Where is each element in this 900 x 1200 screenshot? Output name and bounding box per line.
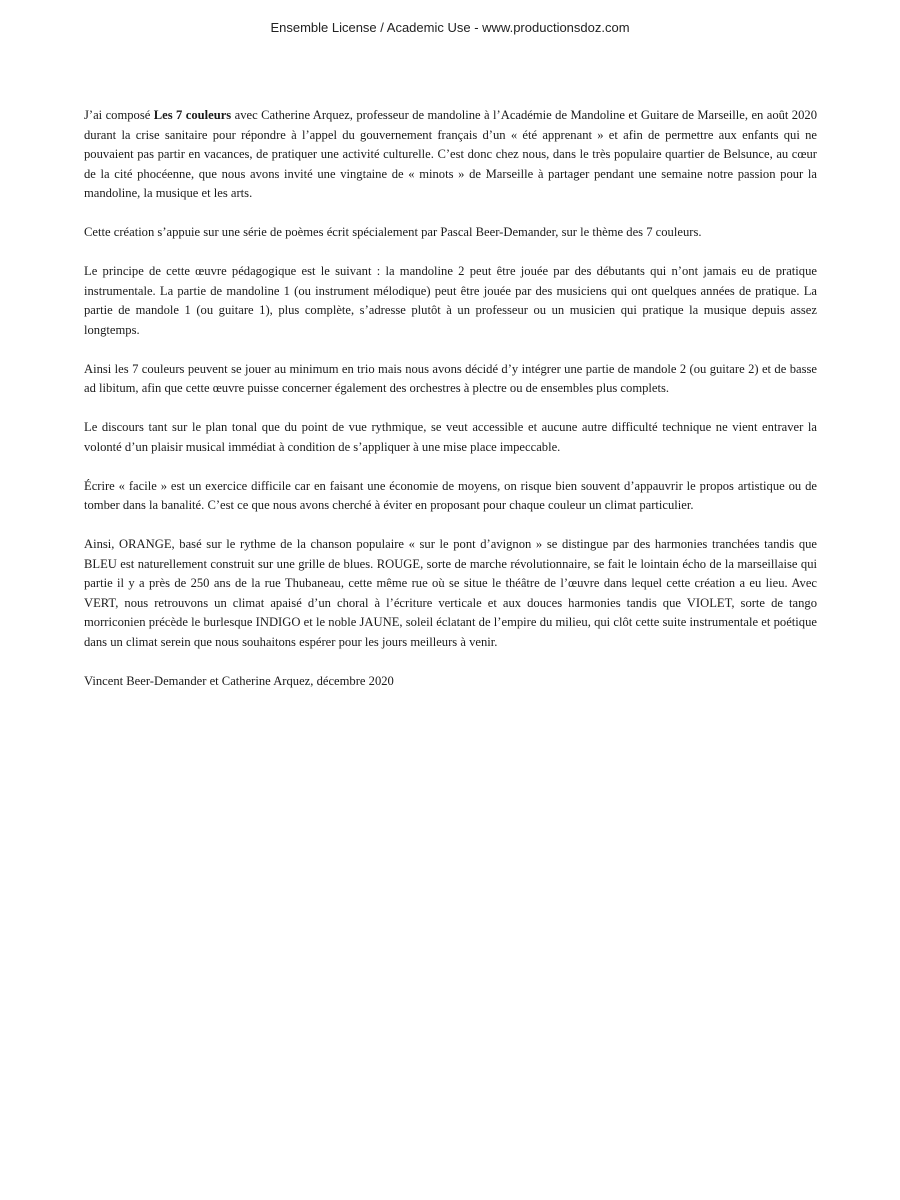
intro-text-after: avec Catherine Arquez, professeur de mandoline à l’Académie de Mandoline et Guitare de Marseille, en août 2020 durant la crise sanitaire pour répondre à l’appel du gouvernement français d’un « été apprenant » et afin de permettre aux enfants qui ne pouvaient pas partir en vacances, de pratiquer une activité culturelle. C’est donc chez nous, dans le très populaire quartier de Belsunce, au cœur de la cité phocéenne, que nous avons invité une vingtaine de « minots » de Marseille à partager pendant une semaine notre passion pour la mandoline, la musique et les arts.	[84, 108, 817, 200]
paragraph-poems: Cette création s’appuie sur une série de poèmes écrit spécialement par Pascal Beer-Demander, sur le thème des 7 couleurs.	[84, 225, 702, 239]
paragraph-intro	[84, 106, 817, 204]
paragraph-discourse: Le discours tant sur le plan tonal que du point de vue rythmique, se veut accessible et aucune autre difficulté technique ne vient entraver la volonté d’un plaisir musical immédiat à condition de s’appliquer à une mise place impeccable.	[84, 420, 817, 454]
work-title: Les 7 couleurs	[153, 108, 232, 122]
paragraph-instrumentation: Ainsi les 7 couleurs peuvent se jouer au minimum en trio mais nous avons décidé d’y intégrer une partie de mandole 2 (ou guitare 2) et de basse ad libitum, afin que cette œuvre puisse concerner également des orchestres à plectre ou de ensembles plus complets.	[84, 361, 817, 395]
paragraph-colors: Ainsi, ORANGE, basé sur le rythme de la chanson populaire « sur le pont d’avignon » se distingue par des harmonies tranchées tandis que BLEU est naturellement construit sur une grille de blues. ROUGE, sorte de marche révolutionnaire, se fait le lointain écho de la marseillaise qui partie il y a près de 250 ans de la rue Thubaneau, cette même rue où se situe le théâtre de l’œuvre dans lequel cette création a eu lieu. Avec VERT, nous retrouvons un climat apaisé d’un choral à l’écriture verticale et aux douces harmonies tandis que VIOLET, sorte de tango morriconien précède le burlesque INDIGO et le noble JAUNE, soleil éclatant de l’empire du milieu, qui clôt cette suite instrumentale et poétique dans un climat serein que nous souhaitons espérer pour les jours meilleurs à venir.	[84, 537, 817, 649]
paragraph-principle: Le principe de cette œuvre pédagogique est le suivant : la mandoline 2 peut être jouée par des débutants qui n’ont jamais eu de pratique instrumentale. La partie de mandoline 1 (ou instrument mélodique) peut être jouée par des musiciens qui ont quelques années de pratique. La partie de mandole 1 (ou guitare 1), plus complète, s’adresse plutôt à un professeur ou un musicien qui pratique la musique depuis assez longtemps.	[84, 264, 817, 337]
intro-text-before: J’ai composé	[84, 108, 154, 122]
signature-line: Vincent Beer-Demander et Catherine Arquez, décembre 2020	[84, 673, 394, 688]
paragraph-easy-writing: Écrire « facile » est un exercice difficile car en faisant une économie de moyens, on risque bien souvent d’appauvrir le propos artistique ou de tomber dans la banalité. C’est ce que nous avons cherché à éviter en proposant pour chaque couleur un climat particulier.	[84, 478, 817, 512]
license-header: Ensemble License / Academic Use - www.productionsdoz.com	[270, 20, 630, 35]
document-body	[84, 106, 817, 711]
